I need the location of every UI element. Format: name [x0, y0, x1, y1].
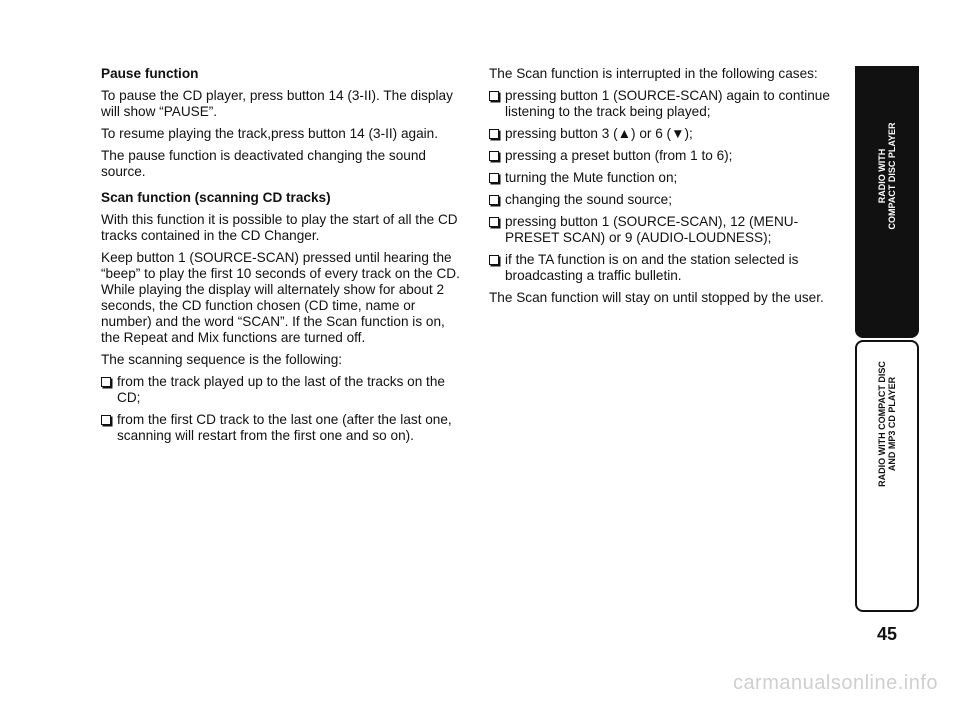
checkbox-bullet-icon: [489, 129, 499, 139]
watermark: carmanualsonline.info: [732, 672, 938, 694]
scan-paragraph-3: The scanning sequence is the following:: [101, 352, 343, 367]
section-tab-radio-cd-mp3[interactable]: [855, 340, 919, 612]
list-item-text: pressing button 1 (SOURCE-SCAN) again to continue listening to the track being played;: [505, 88, 830, 119]
page-number: 45: [876, 624, 898, 644]
list-item-text: if the TA function is on and the station selected is broadcasting a traffic bulletin.: [505, 252, 799, 283]
list-item: [101, 374, 461, 406]
list-item-text: pressing button 3 (▲) or 6 (▼);: [505, 126, 693, 141]
list-item: [101, 412, 461, 444]
checkbox-bullet-icon: [489, 173, 499, 183]
section-tab-label: RADIO WITH COMPACT DISC PLAYER: [877, 122, 897, 230]
scan-function-heading: Scan function (scanning CD tracks): [101, 190, 331, 205]
checkbox-bullet-icon: [101, 377, 111, 387]
list-item: [489, 126, 839, 142]
list-item-text: turning the Mute function on;: [505, 170, 678, 185]
checkbox-bullet-icon: [489, 255, 499, 265]
interrupt-outro: The Scan function will stay on until stopped by the user.: [489, 290, 824, 305]
checkbox-bullet-icon: [101, 415, 111, 425]
checkbox-bullet-icon: [489, 151, 499, 161]
list-item: [489, 214, 839, 246]
section-tab-radio-cd[interactable]: [855, 66, 919, 338]
list-item-text: from the first CD track to the last one (after the last one, scanning will restart from the first one and so on).: [117, 412, 452, 443]
list-item: [489, 252, 839, 284]
pause-paragraph-3: The pause function is deactivated changing the sound source.: [101, 148, 426, 179]
scan-paragraph-1: With this function it is possible to play the start of all the CD tracks contained in the CD Changer.: [101, 212, 458, 243]
pause-function-heading: Pause function: [101, 66, 199, 81]
list-item: [489, 170, 839, 186]
interrupt-intro: The Scan function is interrupted in the following cases:: [489, 66, 818, 81]
section-tab-label: RADIO WITH COMPACT DISC AND MP3 CD PLAYER: [877, 361, 897, 487]
list-item: [489, 148, 839, 164]
pause-paragraph-2: To resume playing the track,press button 14 (3-II) again.: [101, 126, 438, 141]
list-item: [489, 88, 839, 120]
left-column: [101, 66, 461, 450]
checkbox-bullet-icon: [489, 217, 499, 227]
checkbox-bullet-icon: [489, 195, 499, 205]
list-item-text: from the track played up to the last of the tracks on the CD;: [117, 374, 445, 405]
list-item: [489, 192, 839, 208]
checkbox-bullet-icon: [489, 91, 499, 101]
list-item-text: changing the sound source;: [505, 192, 673, 207]
list-item-text: pressing a preset button (from 1 to 6);: [505, 148, 733, 163]
right-column: [489, 66, 839, 312]
scan-paragraph-2: Keep button 1 (SOURCE-SCAN) pressed until hearing the “beep” to play the first 10 seconds of every track on the CD. While playing the display will alternately show for about 2 seconds, the CD function chosen (CD time, name or number) and the word “SCAN”. If the Scan function is on, the Repeat and Mix functions are turned off.: [101, 250, 460, 345]
list-item-text: pressing button 1 (SOURCE-SCAN), 12 (MENU-PRESET SCAN) or 9 (AUDIO-LOUDNESS);: [505, 214, 799, 245]
pause-paragraph-1: To pause the CD player, press button 14 (3-II). The display will show “PAUSE”.: [101, 88, 453, 119]
